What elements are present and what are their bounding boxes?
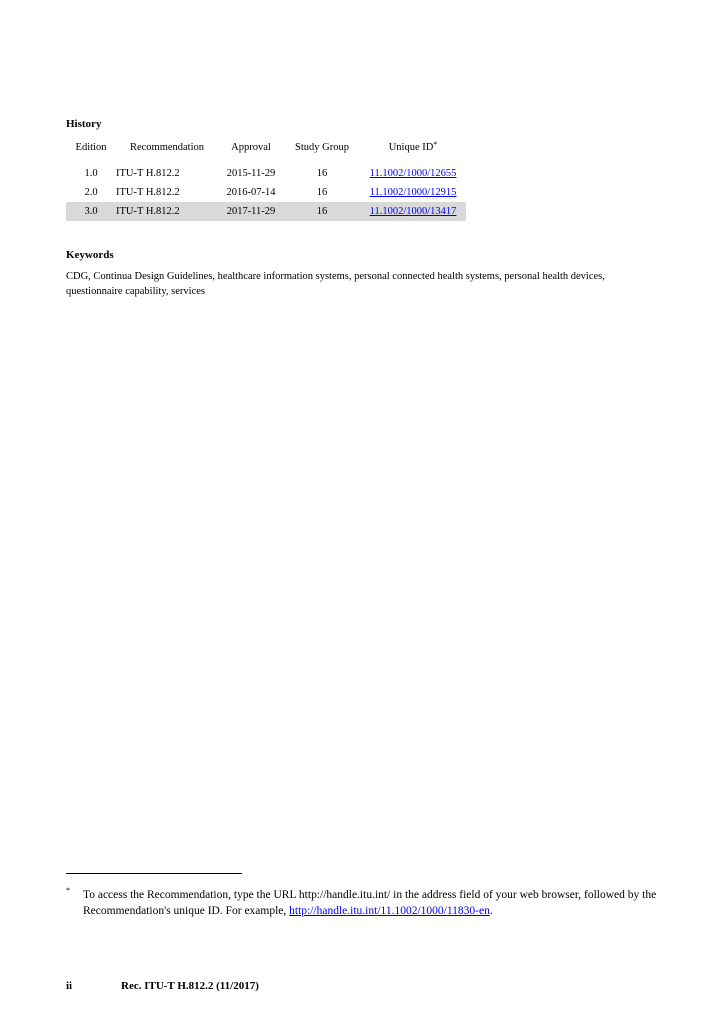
history-heading: History — [66, 118, 102, 130]
footnote-mark: * — [66, 886, 70, 895]
table-row-highlighted — [66, 202, 466, 221]
cell-edition: 3.0 — [66, 202, 116, 221]
cell-study-group: 16 — [316, 168, 328, 179]
footnote-ref-mark: * — [433, 140, 438, 149]
footnote-text-before: To access the Recommendation, type the URL http://handle.itu.int/ in the address field of your web browser, followed by the Recommendation's unique ID. For example, — [83, 889, 657, 917]
footnote-text-after: . — [489, 904, 493, 917]
footer-title: Rec. ITU-T H.812.2 (11/2017) — [121, 980, 259, 992]
unique-id-link[interactable]: 11.1002/1000/12915 — [369, 187, 457, 198]
cell-approval: 2015-11-29 — [226, 168, 276, 179]
table-row — [66, 183, 466, 202]
cell-approval: 2017-11-29 — [218, 202, 284, 221]
cell-edition: 2.0 — [84, 187, 98, 198]
table-row — [66, 164, 466, 183]
cell-edition: 1.0 — [84, 168, 98, 179]
footnote-divider — [66, 873, 242, 874]
footnote-example-link[interactable]: http://handle.itu.int/11.1002/1000/11830-en — [289, 904, 490, 917]
keywords-heading: Keywords — [66, 249, 114, 261]
cell-study-group: 16 — [316, 187, 328, 198]
cell-recommendation: ITU-T H.812.2 — [116, 187, 180, 198]
col-unique-id — [360, 140, 466, 164]
cell-unique-id — [360, 202, 466, 221]
col-recommendation: Recommendation — [129, 142, 205, 153]
col-unique-id-label: Unique ID — [388, 142, 434, 153]
unique-id-link[interactable]: 11.1002/1000/12655 — [369, 168, 457, 179]
cell-recommendation: ITU-T H.812.2 — [116, 202, 218, 221]
history-table-header — [66, 140, 466, 164]
cell-unique-id — [360, 183, 466, 202]
cell-study-group: 16 — [284, 202, 360, 221]
cell-unique-id — [360, 164, 466, 183]
col-approval: Approval — [231, 142, 271, 153]
footnote-text — [83, 888, 663, 919]
page-number: ii — [66, 980, 73, 992]
history-table — [66, 140, 466, 221]
col-study-group: Study Group — [295, 142, 349, 153]
cell-approval: 2016-07-14 — [226, 187, 276, 198]
col-edition: Edition — [75, 142, 107, 153]
cell-recommendation: ITU-T H.812.2 — [116, 168, 180, 179]
unique-id-link[interactable]: 11.1002/1000/13417 — [369, 206, 457, 217]
keywords-text: CDG, Continua Design Guidelines, healthcare information systems, personal connected health systems, personal health devices, questionnaire capability, services — [66, 271, 605, 297]
